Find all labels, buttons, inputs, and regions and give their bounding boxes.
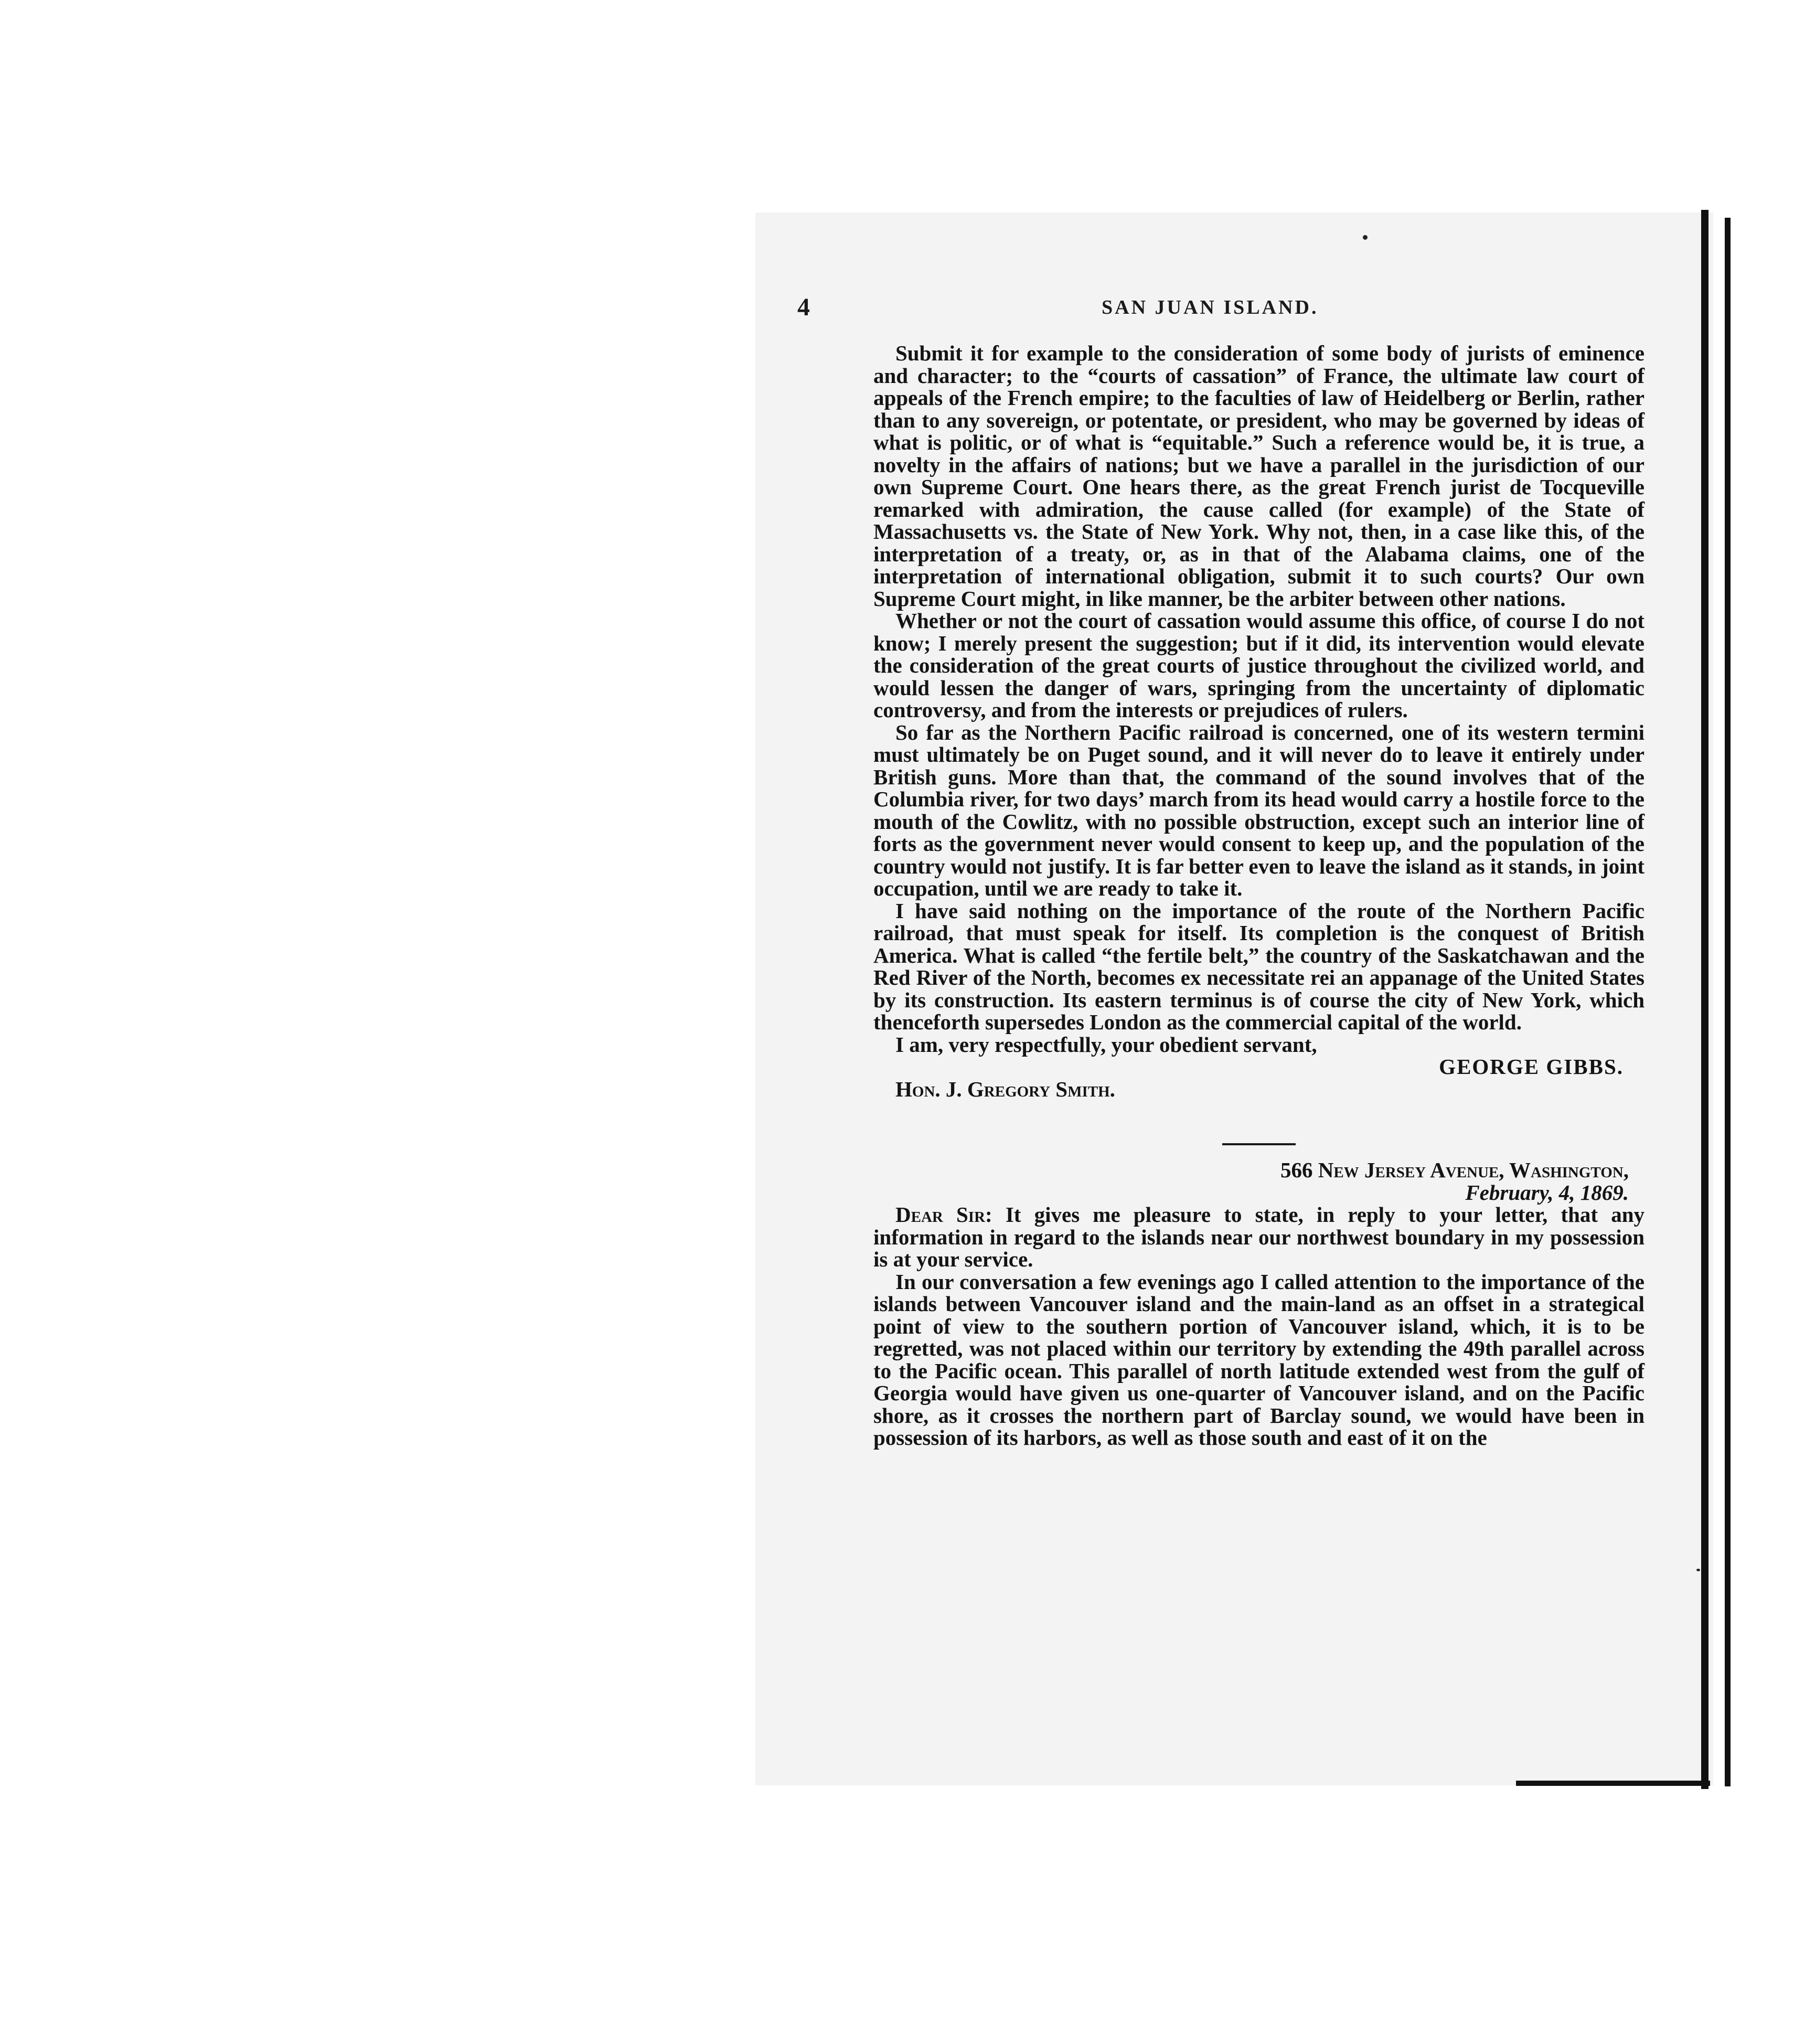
scan-speck: [1696, 1569, 1700, 1571]
letter2-date-text: February, 4, 1869.: [1465, 1180, 1629, 1205]
letter2-paragraph: In our conversation a few evenings ago I called attention to the importance of the islands between Vancouver island and the main-land as an offset in a strategical point of view to the southern portion of Vancouver island, which, it is to be regretted, was not placed within our territory by extending the 49th parallel across to the Pacific ocean. This parallel of north latitude extended west from the gulf of Georgia would have given us one-quarter of Vancouver island, and on the Pacific shore, as it crosses the northern part of Barclay sound, we would have been in possession of its harbors, as well as those south and east of it on the: [873, 1269, 1644, 1450]
letter2-paragraph-text: It gives me pleasure to state, in reply to your letter, that any information in regard to the islands near our northwest boundary in my possession is at your service.: [873, 1202, 1644, 1271]
letter1-paragraph: So far as the Northern Pacific railroad is concerned, one of its western termini must ultimately be on Puget sound, and it will never do to leave it entirely under British guns. More than that, the command of the sound involves that of the Columbia river, for two days’ march from its head would carry a hostile force to the mouth of the Cowlitz, with no possible obstruction, except such an interior line of forts as the government never would consent to keep up, and the population of the country would not justify. It is far better even to leave the island as it stands, in joint occupation, until we are ready to take it.: [873, 720, 1644, 900]
addressee: Hon. J. Gregory Smith.: [895, 1077, 1115, 1101]
letter1-paragraph: Submit it for example to the consideration of some body of jurists of eminence and character; to the “courts of cassation” of France, the ultimate law court of appeals of the French empire; to the faculties of law of Heidelberg or Berlin, rather than to any sovereign, or potentate, or president, who may be governed by ideas of what is politic, or of what is “equitable.” Such a reference would be, it is true, a novelty in the affairs of nations; but we have a parallel in the jurisdiction of our own Supreme Court. One hears there, as the great French jurist de Tocqueville remarked with admiration, the cause called (for example) of the State of Massachusetts vs. the State of New York. Why not, then, in a case like this, of the interpretation of a treaty, or, as in that of the Alabama claims, one of the interpretation of international obligation, submit it to such courts? Our own Supreme Court might, in like manner, be the arbiter between other nations.: [873, 341, 1644, 611]
page-number: 4: [797, 293, 810, 321]
letter2-address: 566 New Jersey Avenue, Washington,: [1280, 1158, 1629, 1182]
section-divider: [1222, 1143, 1296, 1145]
adjacent-page-edge: [1725, 218, 1731, 1786]
letter1-closing: I am, very respectfully, your obedient servant,: [895, 1032, 1317, 1057]
scan-speck: [1363, 235, 1368, 240]
page-header: [797, 293, 1647, 329]
page-edge-rule: [1701, 210, 1708, 1789]
salutation: Dear Sir:: [895, 1202, 992, 1227]
letter1-paragraph: Whether or not the court of cassation would assume this office, of course I do not know; I merely present the suggestion; but if it did, its intervention would elevate the consideration of the great courts of justice throughout the civilized world, and would lessen the danger of wars, springing from the uncertainty of diplomatic controversy, and from the interests or prejudices of rulers.: [873, 609, 1644, 722]
letter2-date: [873, 1181, 1644, 1204]
running-head: SAN JUAN ISLAND.: [1102, 296, 1319, 318]
signature: GEORGE GIBBS.: [1439, 1055, 1624, 1079]
page-body: [873, 342, 1644, 1449]
letter2-paragraph: [873, 1204, 1644, 1271]
bottom-edge-rule: [1516, 1781, 1710, 1786]
letter1-paragraph: I have said nothing on the importance of the route of the Northern Pacific railroad, that must speak for itself. Its completion is the conquest of British America. What is called “the fertile belt,” the country of the Saskatchawan and the Red River of the North, becomes ex necessitate rei an appanage of the United States by its construction. Its eastern terminus is of course the city of New York, which thenceforth supersedes London as the commercial capital of the world.: [873, 898, 1644, 1034]
